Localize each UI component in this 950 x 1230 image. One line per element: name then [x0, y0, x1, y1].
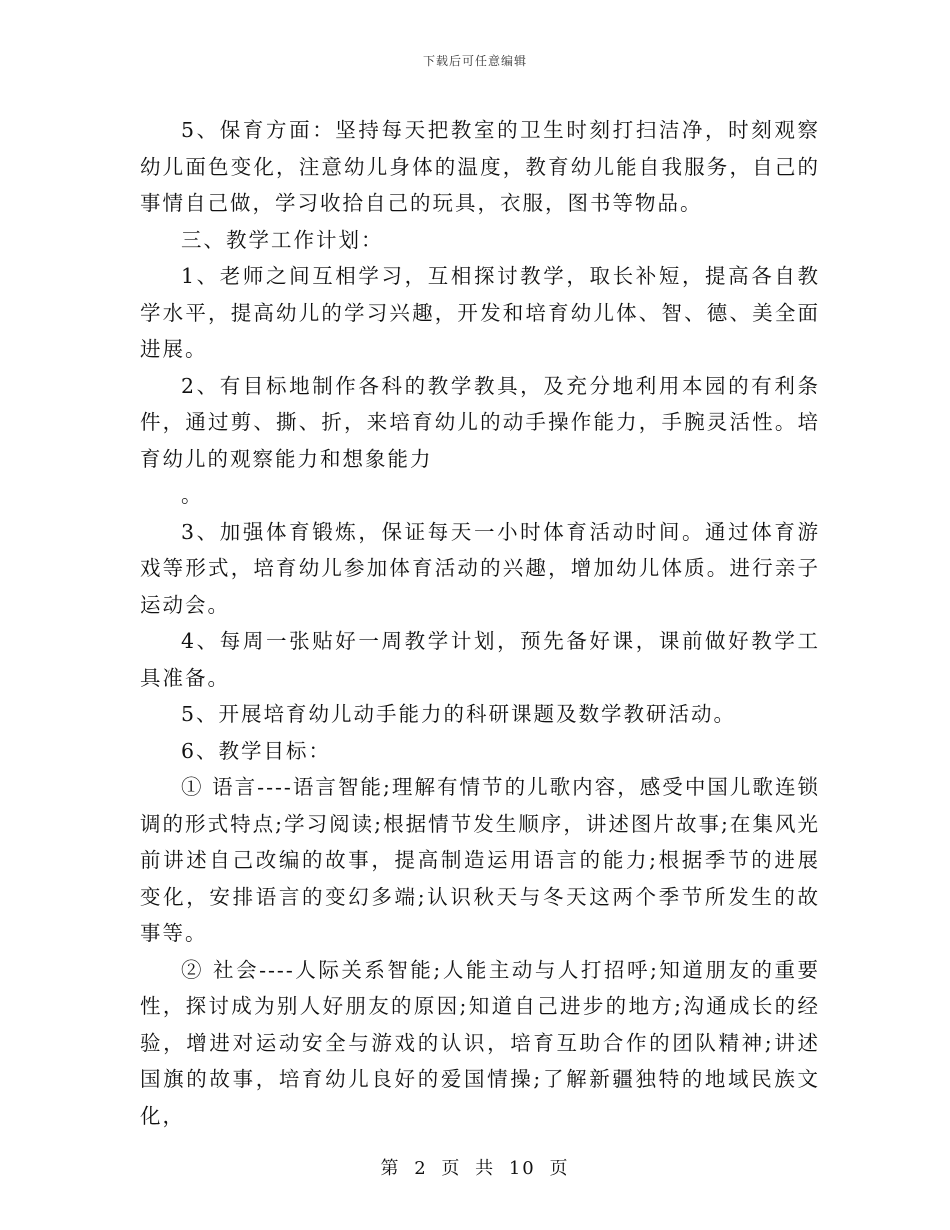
paragraph-item-3: 3、加强体育锻炼，保证每天一小时体育活动时间。通过体育游戏等形式，培育幼儿参加体育活动的兴趣，增加幼儿体质。进行亲子运动会。 [140, 519, 820, 617]
paragraph-childcare: 5、保育方面：坚持每天把教室的卫生时刻打扫洁净，时刻观察幼儿面色变化，注意幼儿身体的温度，教育幼儿能自我服务，自己的事情自己做，学习收拾自己的玩具，衣服，图书等物品。 [140, 118, 820, 215]
paragraph-goal-language: ① 语言----语言智能;理解有情节的儿歌内容，感受中国儿歌连锁调的形式特点;学习阅读;根据情节发生顺序，讲述图片故事;在集风光前讲述自己改编的故事，提高制造运用语言的能力;根据季节的进展变化，安排语言的变幻多端;认识秋天与冬天这两个季节所发生的故事等。 [140, 775, 820, 945]
paragraph-stray-period: 。 [181, 483, 204, 507]
paragraph-goal-social: ② 社会----人际关系智能;人能主动与人打招呼;知道朋友的重要性，探讨成为别人好朋友的原因;知道自己进步的地方;沟通成长的经验，增进对运动安全与游戏的认识，培育互助合作的团队精神;讲述国旗的故事，培育幼儿良好的爱国情操;了解新疆独特的地域民族文化， [140, 957, 820, 1128]
document-body [140, 112, 820, 1134]
page-number-footer: 第 2 页 共 10 页 [380, 1158, 570, 1179]
section-heading-teaching-plan: 三、教学工作计划： [181, 227, 384, 252]
paragraph-item-5: 5、开展培育幼儿动手能力的科研课题及数学教研活动。 [181, 702, 737, 726]
paragraph-item-2: 2、有目标地制作各科的教学教具，及充分地利用本园的有利条件，通过剪、撕、折，来培育幼儿的动手操作能力，手腕灵活性。培育幼儿的观察能力和想象能力 [140, 373, 820, 471]
page-header: 下载后可任意编辑 [422, 54, 527, 68]
paragraph-item-6: 6、教学目标： [181, 738, 332, 763]
paragraph-item-4: 4、每周一张贴好一周教学计划，预先备好课，课前做好教学工具准备。 [140, 629, 820, 690]
paragraph-item-1: 1、老师之间互相学习，互相探讨教学，取长补短，提高各自教学水平，提高幼儿的学习兴趣，开发和培育幼儿体、智、德、美全面进展。 [140, 264, 820, 361]
